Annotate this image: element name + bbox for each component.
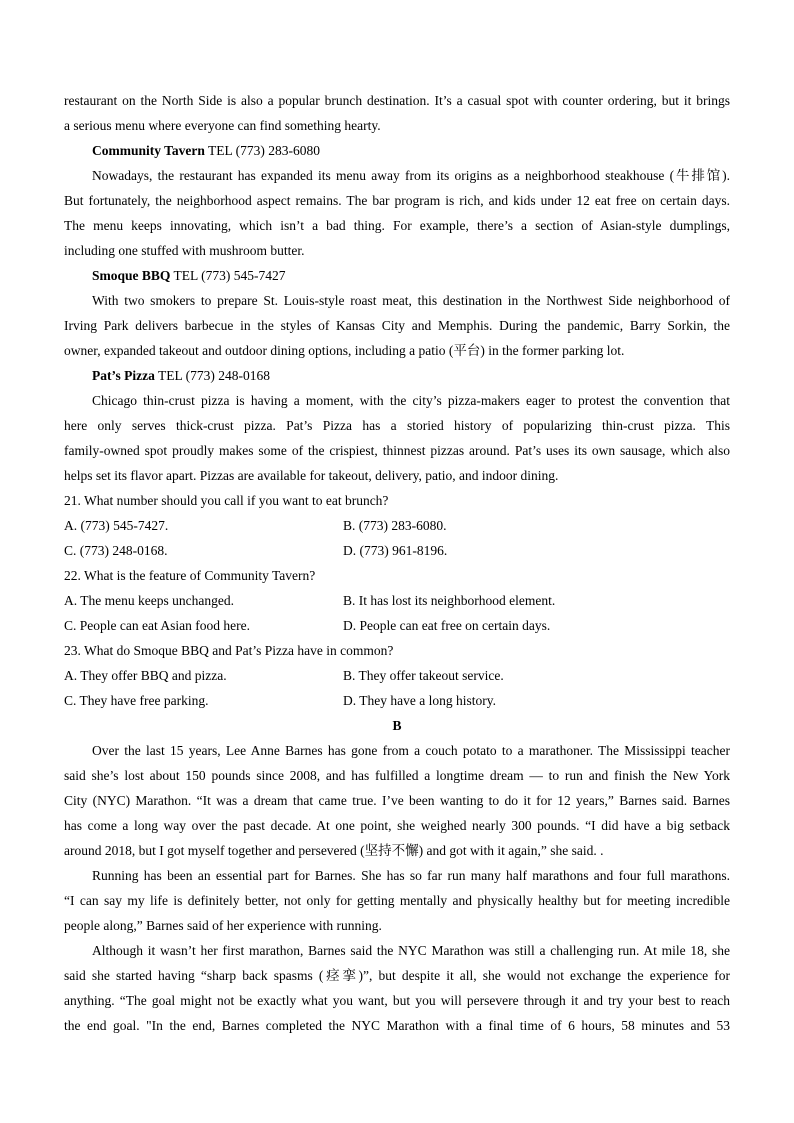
section-heading: B (392, 718, 402, 733)
options-row (64, 513, 730, 538)
option-a: A. They offer BBQ and pizza. (64, 668, 227, 683)
option-d: D. (773) 961-8196. (343, 543, 448, 558)
text-line: Although it wasn’t her first marathon, Barnes said the NYC Marathon was still a challenging run. At mile 18, she (92, 943, 730, 958)
options-row (64, 688, 730, 713)
text-line: anything. “The goal might not be exactly what you want, but you will persevere through it and try your best to reach (64, 993, 730, 1008)
text-line: the end goal. "In the end, Barnes completed the NYC Marathon with a final time of 6 hours, 58 minutes and 53 (64, 1018, 730, 1033)
document-page (64, 88, 730, 1038)
text-line: With two smokers to prepare St. Louis-style roast meat, this destination in the Northwest Side neighborhood of (92, 293, 730, 308)
restaurant-heading (64, 138, 730, 163)
question-21: 21. What number should you call if you want to eat brunch? (64, 493, 389, 508)
restaurant-name: Smoque BBQ (92, 268, 171, 283)
text-line: Nowadays, the restaurant has expanded its menu away from its origins as a neighborhood steakhouse (牛排馆). (92, 168, 730, 183)
options-row (64, 613, 730, 638)
text-line: has come a long way over the past decade. At one point, she weighed nearly 300 pounds. “I did have a big setback (64, 818, 730, 833)
option-b: B. It has lost its neighborhood element. (343, 593, 556, 608)
option-c: C. They have free parking. (64, 693, 209, 708)
text-line: including one stuffed with mushroom butter. (64, 243, 305, 258)
restaurant-heading (64, 263, 730, 288)
option-c: C. People can eat Asian food here. (64, 618, 250, 633)
option-b: B. They offer takeout service. (343, 668, 504, 683)
restaurant-tel: TEL (773) 545-7427 (170, 268, 286, 283)
text-line: said she’s lost about 150 pounds since 2008, and has fulfilled a longtime dream — to run and finish the New York (64, 768, 730, 783)
text-line: helps set its flavor apart. Pizzas are available for takeout, delivery, patio, and indoor dining. (64, 468, 559, 483)
restaurant-tel: TEL (773) 283-6080 (204, 143, 321, 158)
text-line: But fortunately, the neighborhood aspect remains. The bar program is rich, and kids under 12 eat free on certain days. (64, 193, 730, 208)
options-row (64, 588, 730, 613)
text-line: family-owned spot proudly makes some of the crispiest, thinnest pizzas around. Pat’s uses its own sausage, which also (64, 443, 730, 458)
option-a: A. The menu keeps unchanged. (64, 593, 234, 608)
text-line: The menu keeps innovating, which isn’t a bad thing. For example, there’s a section of Asian-style dumplings, (64, 218, 730, 233)
text-line: around 2018, but I got myself together and persevered (坚持不懈) and got with it again,” she said. . (64, 843, 604, 858)
restaurant-name: Community Tavern (92, 143, 205, 158)
restaurant-tel: TEL (773) 248-0168 (154, 368, 270, 383)
text-line: City (NYC) Marathon. “It was a dream that came true. I’ve been wanting to do it for 12 years,” Barnes said. Barnes (64, 793, 730, 808)
text-line: said she started having “sharp back spasms (痉挛)”, but despite it all, she would not exchange the experience for (64, 968, 730, 983)
options-row (64, 663, 730, 688)
text-line: “I can say my life is definitely better, not only for getting mentally and physically healthy but for meeting incredible (64, 893, 730, 908)
option-d: D. People can eat free on certain days. (343, 618, 551, 633)
text-line: here only serves thick-crust pizza. Pat’s Pizza has a storied history of popularizing thin-crust pizza. This (64, 418, 730, 433)
restaurant-name: Pat’s Pizza (92, 368, 155, 383)
option-b: B. (773) 283-6080. (343, 518, 447, 533)
text-line: Running has been an essential part for Barnes. She has so far run many half marathons and four full marathons. (92, 868, 730, 883)
text-line: people along,” Barnes said of her experience with running. (64, 918, 382, 933)
text-line: owner, expanded takeout and outdoor dining options, including a patio (平台) in the former parking lot. (64, 343, 625, 358)
option-c: C. (773) 248-0168. (64, 543, 168, 558)
text-line: restaurant on the North Side is also a popular brunch destination. It’s a casual spot with counter ordering, but it brings (64, 93, 730, 108)
question-23: 23. What do Smoque BBQ and Pat’s Pizza have in common? (64, 643, 394, 658)
option-d: D. They have a long history. (343, 693, 496, 708)
question-22: 22. What is the feature of Community Tavern? (64, 568, 316, 583)
option-a: A. (773) 545-7427. (64, 518, 169, 533)
text-line: Irving Park delivers barbecue in the styles of Kansas City and Memphis. During the pandemic, Barry Sorkin, the (64, 318, 730, 333)
options-row (64, 538, 730, 563)
text-line: Over the last 15 years, Lee Anne Barnes has gone from a couch potato to a marathoner. The Mississippi teacher (92, 743, 730, 758)
text-line: a serious menu where everyone can find something hearty. (64, 118, 381, 133)
restaurant-heading (64, 363, 730, 388)
text-line: Chicago thin-crust pizza is having a moment, with the city’s pizza-makers eager to protest the convention that (92, 393, 730, 408)
